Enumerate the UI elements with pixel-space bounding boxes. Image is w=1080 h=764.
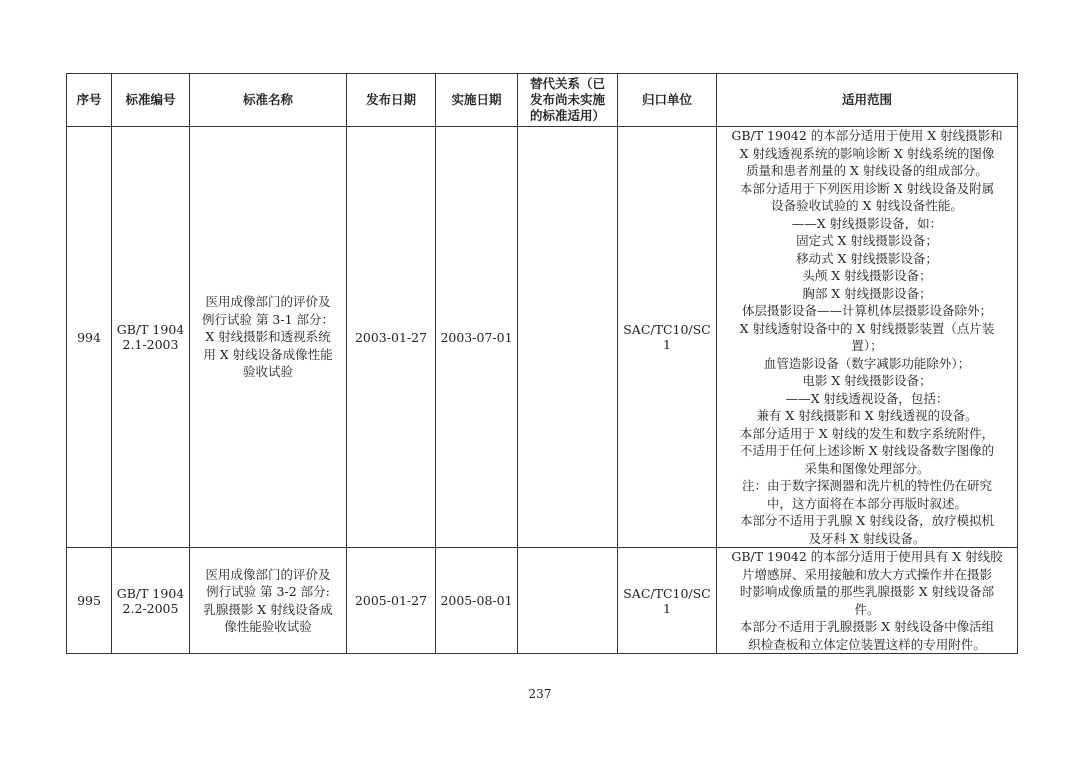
scope-line: 兼有 X 射线摄影和 X 射线透视的设备。 [756, 408, 978, 423]
cell-implement-date: 2003-07-01 [436, 127, 518, 548]
cell-unit [618, 548, 717, 654]
table-row [67, 127, 1018, 548]
scope-line: 固定式 X 射线摄影设备； [796, 233, 938, 248]
scope-line: 本部分适用于下列医用诊断 X 射线设备及附属 [739, 180, 995, 196]
standards-table [66, 73, 1018, 654]
scope-line: 体层摄影设备——计算机体层摄影设备除外； [741, 303, 992, 318]
header-unit: 归口单位 [618, 74, 717, 127]
cell-name [190, 127, 347, 548]
scope-line: ——X 射线透视设备，包括： [785, 390, 949, 406]
name-line: 乳腺摄影 X 射线设备成 [203, 601, 333, 617]
scope-line: 设备验收试验的 X 射线设备性能。 [771, 198, 963, 213]
table-header-row [67, 74, 1018, 127]
name-line: 像性能验收试验 [224, 619, 312, 634]
scope-line: 织检查板和立体定位装置这样的专用附件。 [748, 636, 986, 652]
header-replacement [518, 74, 618, 127]
cell-code [112, 548, 190, 654]
code-line: GB/T 1904 [116, 322, 185, 337]
scope-line: 移动式 X 射线摄影设备； [796, 250, 938, 266]
unit-line: SAC/TC10/SC [623, 585, 711, 601]
header-seq: 序号 [67, 74, 112, 127]
name-line: 例行试验 第 3-1 部分： [201, 311, 335, 327]
cell-replacement [518, 548, 618, 654]
code-line: GB/T 1904 [116, 585, 185, 601]
scope-line: X 射线透视系统的影响诊断 X 射线系统的图像 [739, 145, 995, 161]
scope-line: 中，这方面将在本部分再版时叙述。 [766, 495, 967, 511]
scope-line: 头颅 X 射线摄影设备； [802, 268, 932, 283]
header-code: 标准编号 [112, 74, 190, 127]
cell-unit [618, 127, 717, 548]
cell-scope [717, 127, 1018, 548]
name-line: 医用成像部门的评价及 [205, 566, 331, 582]
header-implement-date: 实施日期 [436, 74, 518, 127]
cell-name [190, 548, 347, 654]
scope-line: 本部分适用于 X 射线的发生和数字系统附件， [739, 425, 995, 441]
table-row [67, 548, 1018, 654]
header-publish-date: 发布日期 [347, 74, 436, 127]
header-replacement-line: 的标准适用） [529, 108, 605, 123]
scope-line: 质量和患者剂量的 X 射线设备的组成部分。 [746, 163, 988, 178]
scope-line: ——X 射线摄影设备，如： [791, 215, 943, 231]
scope-line: X 射线透射设备中的 X 射线摄影装置（点片装 [739, 320, 995, 336]
code-line: 2.1-2003 [122, 337, 179, 352]
name-line: 验收试验 [242, 364, 293, 380]
scope-line: 本部分不适用于乳腺摄影 X 射线设备中像活组 [739, 619, 995, 634]
name-line: 医用成像部门的评价及 [205, 294, 331, 310]
scope-line: 电影 X 射线摄影设备； [802, 373, 932, 388]
scope-line: GB/T 19042 的本部分适用于使用具有 X 射线胶 [731, 549, 1003, 564]
code-line: 2.2-2005 [122, 600, 179, 616]
cell-replacement [518, 127, 618, 548]
scope-line: GB/T 19042 的本部分适用于使用 X 射线摄影和 [731, 128, 1003, 143]
cell-publish-date: 2003-01-27 [347, 127, 436, 548]
unit-line: 1 [663, 337, 671, 352]
scope-line: 注：由于数字探测器和洗片机的特性仍在研究 [741, 478, 992, 493]
name-line: X 射线摄影和透视系统 [205, 329, 331, 345]
cell-seq: 995 [67, 548, 112, 654]
scope-line: 时影响成像质量的那些乳腺摄影 X 射线设备部 [739, 584, 995, 599]
scope-line: 本部分不适用于乳腺 X 射线设备，放疗模拟机 [739, 513, 995, 528]
scope-line: 片增感屏、采用接触和放大方式操作并在摄影 [741, 566, 992, 582]
scope-line: 血管造影设备（数字减影功能除外）； [763, 355, 971, 371]
unit-line: 1 [663, 600, 671, 616]
name-line: 用 X 射线设备成像性能 [203, 346, 333, 362]
cell-implement-date: 2005-08-01 [436, 548, 518, 654]
scope-line: 不适用于任何上述诊断 X 射线设备数字图像的 [739, 443, 995, 458]
scope-line: 胸部 X 射线摄影设备； [802, 285, 932, 301]
name-line: 例行试验 第 3-2 部分: [206, 584, 330, 599]
scope-line: 置）； [851, 338, 883, 353]
cell-seq: 994 [67, 127, 112, 548]
cell-publish-date: 2005-01-27 [347, 548, 436, 654]
header-replacement-line: 发布尚未实施 [529, 92, 605, 107]
scope-line: 采集和图像处理部分。 [804, 460, 930, 476]
scope-line: 及牙科 X 射线设备。 [808, 530, 926, 546]
cell-code [112, 127, 190, 548]
scope-line: 件。 [854, 601, 880, 617]
header-replacement-line: 替代关系（已 [529, 76, 605, 91]
unit-line: SAC/TC10/SC [623, 322, 711, 337]
header-name: 标准名称 [190, 74, 347, 127]
page-number: 237 [528, 687, 552, 701]
header-scope: 适用范围 [717, 74, 1018, 127]
cell-scope [717, 548, 1018, 654]
